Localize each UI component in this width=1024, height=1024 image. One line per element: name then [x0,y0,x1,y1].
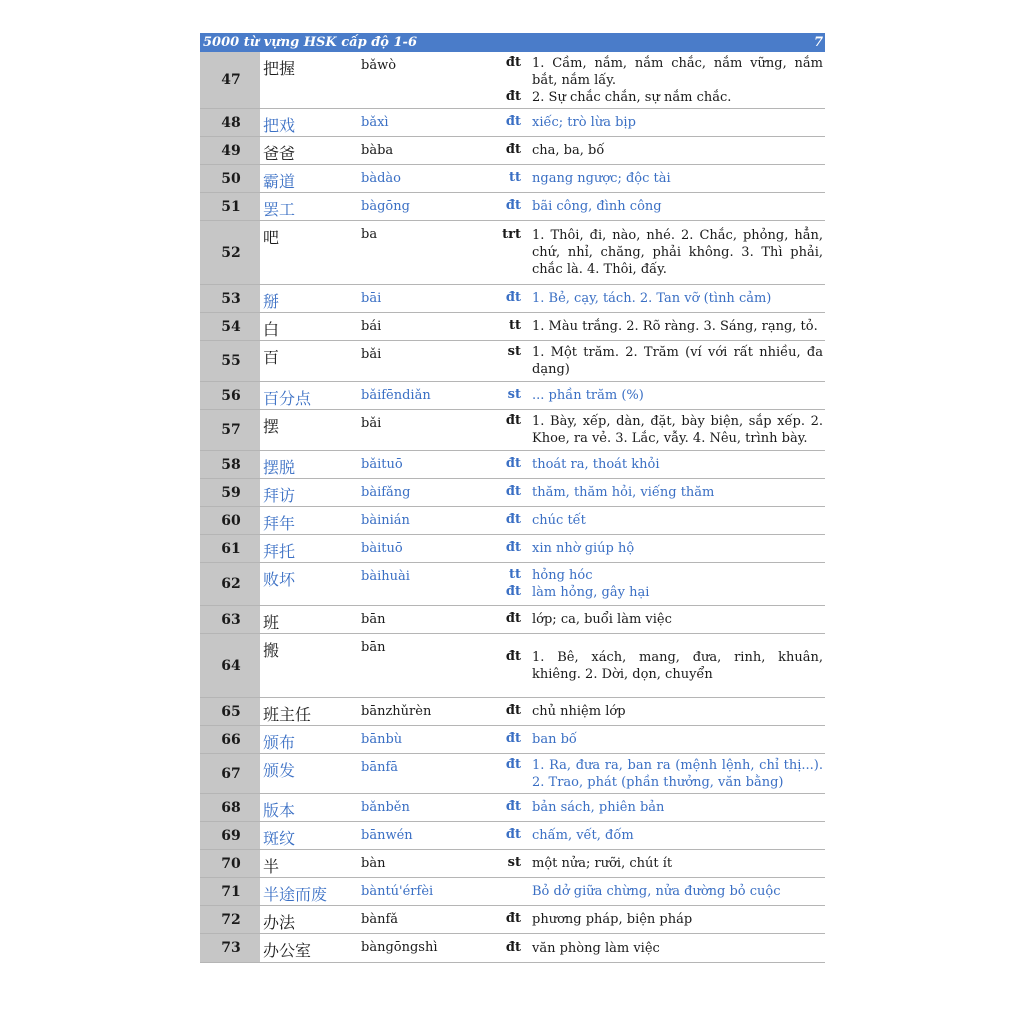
entry-number: 49 [200,137,260,164]
entry-number: 47 [200,52,260,108]
part-of-speech: tt [508,318,521,333]
entry-senses [473,634,825,697]
entry-number: 72 [200,906,260,933]
sense-line [473,883,825,900]
part-of-speech: đt [505,827,521,842]
part-of-speech: đt [505,756,521,772]
sense-line [473,649,825,683]
meaning: 1. Ra, đưa ra, ban ra (mệnh lệnh, chỉ thị...). 2. Trao, phát (phần thưởng, văn bằng) [532,757,823,790]
entry-hanzi: 掰 [263,292,280,311]
part-of-speech [473,883,523,900]
entry-hanzi: 办公室 [263,941,312,960]
entry-pinyin: bǎnběn [361,800,410,815]
vocabulary-table [200,52,825,963]
part-of-speech: đt [505,611,521,626]
entry-hanzi: 败坏 [263,570,296,589]
table-row [200,634,825,698]
sense-line [473,89,825,106]
entry-number: 50 [200,165,260,192]
part-of-speech: đt [505,731,521,746]
entry-number: 68 [200,794,260,821]
sense-line [473,940,825,957]
meaning: 1. Thôi, đi, nào, nhé. 2. Chắc, phỏng, hẳn, chứ, nhỉ, chăng, phải không. 3. Thì phải, chắc là. 4. Thôi, đấy. [532,228,823,277]
entry-hanzi: 摆 [263,417,280,436]
table-row [200,794,825,822]
part-of-speech: trt [502,227,521,242]
meaning: 1. Bày, xếp, dàn, đặt, bày biện, sắp xếp. 2. Khoe, ra vẻ. 3. Lắc, vẫy. 4. Nêu, trình bày. [532,414,823,446]
entry-number: 60 [200,507,260,534]
entry-hanzi: 拜访 [263,486,296,505]
table-row [200,822,825,850]
part-of-speech: st [507,855,521,870]
sense-line [473,55,825,89]
entry-pinyin: bàinián [361,513,410,528]
sense-line [473,799,825,816]
meaning: làm hỏng, gây hại [532,585,650,600]
sense-line [473,584,825,601]
entry-pinyin: bānwén [361,828,413,843]
entry-pinyin: bǎituō [361,457,403,472]
table-row [200,479,825,507]
part-of-speech: đt [505,54,521,70]
entry-number: 70 [200,850,260,877]
part-of-speech: st [507,344,521,359]
sense-line [473,540,825,557]
entry-senses [473,726,825,753]
entry-senses [473,822,825,849]
table-row [200,137,825,165]
part-of-speech: đt [505,88,521,104]
entry-pinyin: bǎwò [361,58,397,73]
part-of-speech: đt [505,413,521,428]
entry-number: 48 [200,109,260,136]
entry-hanzi: 半 [263,857,280,876]
entry-number: 59 [200,479,260,506]
entry-pinyin: bàba [361,143,394,158]
sense-line [473,387,825,404]
vocabulary-page [200,33,825,963]
entry-hanzi: 办法 [263,913,296,932]
table-row [200,52,825,109]
table-row [200,341,825,382]
entry-pinyin: bǎxì [361,115,389,130]
part-of-speech: đt [505,911,521,926]
meaning: 1. Cầm, nắm, nắm chắc, nắm vững, nắm bắt, nắm lấy. [532,55,823,88]
entry-senses [473,794,825,821]
entry-pinyin: bǎi [361,416,382,431]
part-of-speech: đt [505,648,521,664]
part-of-speech: tt [508,567,521,582]
table-row [200,754,825,794]
table-row [200,698,825,726]
entry-number: 58 [200,451,260,478]
sense-line [473,703,825,720]
sense-line [473,827,825,844]
entry-number: 52 [200,221,260,284]
entry-pinyin: bànfǎ [361,912,399,927]
part-of-speech: đt [505,456,521,471]
meaning: ban bố [532,732,577,747]
table-row [200,535,825,563]
entry-pinyin: bàntú'érfèi [361,884,434,899]
part-of-speech: đt [505,799,521,814]
entry-number: 55 [200,341,260,381]
meaning: bản sách, phiên bản [532,800,665,815]
entry-senses [473,165,825,192]
sense-line [473,757,825,791]
part-of-speech: đt [505,512,521,527]
sense-line [473,512,825,529]
sense-line [473,318,825,335]
part-of-speech: đt [505,540,521,555]
part-of-speech: đt [505,939,521,955]
table-row [200,934,825,963]
part-of-speech: đt [505,290,521,305]
entry-number: 62 [200,563,260,605]
sense-line [473,170,825,187]
entry-hanzi: 把握 [263,59,296,78]
entry-senses [473,698,825,725]
page-header [200,33,825,52]
sense-line [473,731,825,748]
table-row [200,193,825,221]
part-of-speech: st [507,387,521,402]
meaning: bãi công, đình công [532,199,662,214]
meaning: chúc tết [532,513,586,528]
entry-hanzi: 班 [263,613,280,632]
entry-pinyin: bàngōngshì [361,940,438,955]
entry-senses [473,193,825,220]
meaning: cha, ba, bố [532,143,605,158]
sense-line [473,290,825,307]
entry-hanzi: 颁发 [263,761,296,780]
meaning: hỏng hóc [532,568,593,583]
entry-hanzi: 把戏 [263,116,296,135]
entry-senses [473,606,825,633]
meaning: lớp; ca, buổi làm việc [532,612,672,627]
entry-senses [473,479,825,506]
entry-senses [473,451,825,478]
meaning: một nửa; rưỡi, chút ít [532,856,673,871]
part-of-speech: đt [505,114,521,129]
entry-number: 56 [200,382,260,409]
entry-senses [473,221,825,284]
sense-line [473,413,825,447]
entry-hanzi: 百分点 [263,389,312,408]
entry-senses [473,137,825,164]
meaning: xiếc; trò lừa bịp [532,115,636,130]
sense-line [473,567,825,584]
sense-line [473,227,825,278]
entry-pinyin: bānbù [361,732,403,747]
entry-hanzi: 白 [263,320,280,339]
entry-number: 66 [200,726,260,753]
entry-pinyin: bàgōng [361,199,410,214]
page-number: 7 [813,35,823,50]
entry-pinyin: bàdào [361,171,401,186]
table-row [200,382,825,410]
entry-pinyin: bàihuài [361,569,410,584]
table-row [200,313,825,341]
part-of-speech: đt [505,584,521,599]
table-row [200,878,825,906]
meaning: 2. Sự chắc chắn, sự nắm chắc. [532,89,732,105]
table-row [200,906,825,934]
sense-line [473,142,825,159]
entry-pinyin: bān [361,640,386,655]
meaning: văn phòng làm việc [532,940,660,956]
entry-pinyin: bān [361,612,386,627]
entry-hanzi: 拜年 [263,514,296,533]
part-of-speech: đt [505,142,521,157]
meaning: 1. Màu trắng. 2. Rõ ràng. 3. Sáng, rạng, tỏ. [532,319,818,334]
table-row [200,165,825,193]
entry-number: 71 [200,878,260,905]
meaning: 1. Bê, xách, mang, đưa, rinh, khuân, khiêng. 2. Dời, dọn, chuyển [532,649,823,682]
entry-pinyin: bāi [361,291,382,306]
entry-pinyin: bàn [361,856,386,871]
table-row [200,850,825,878]
sense-line [473,611,825,628]
entry-senses [473,341,825,381]
entry-number: 73 [200,934,260,962]
entry-pinyin: ba [361,227,378,242]
table-row [200,606,825,634]
table-row [200,221,825,285]
entry-hanzi: 摆脱 [263,458,296,477]
entry-senses [473,382,825,409]
entry-number: 67 [200,754,260,793]
meaning: chấm, vết, đốm [532,828,634,843]
meaning: thoát ra, thoát khỏi [532,457,660,472]
entry-senses [473,285,825,312]
table-row [200,563,825,606]
entry-number: 69 [200,822,260,849]
table-row [200,410,825,451]
entry-hanzi: 斑纹 [263,829,296,848]
entry-hanzi: 爸爸 [263,144,296,163]
entry-number: 54 [200,313,260,340]
entry-senses [473,563,825,605]
entry-hanzi: 霸道 [263,172,296,191]
sense-line [473,855,825,872]
entry-pinyin: bàituō [361,541,403,556]
table-row [200,109,825,137]
meaning: chủ nhiệm lớp [532,704,626,719]
table-row [200,507,825,535]
sense-line [473,114,825,131]
part-of-speech: đt [505,703,521,718]
entry-number: 61 [200,535,260,562]
meaning: ... phần trăm (%) [532,388,644,403]
table-row [200,451,825,479]
table-row [200,726,825,754]
entry-hanzi: 搬 [263,641,280,660]
entry-number: 64 [200,634,260,697]
entry-senses [473,850,825,877]
meaning: ngang ngược; độc tài [532,171,671,186]
entry-senses [473,906,825,933]
entry-senses [473,313,825,340]
entry-senses [473,754,825,793]
entry-pinyin: bānfā [361,760,399,775]
entry-hanzi: 吧 [263,228,280,247]
meaning: xin nhờ giúp hộ [532,541,635,556]
entry-hanzi: 班主任 [263,705,312,724]
entry-senses [473,410,825,450]
part-of-speech: đt [505,198,521,213]
entry-pinyin: bàifǎng [361,485,411,500]
entry-hanzi: 拜托 [263,542,296,561]
entry-number: 51 [200,193,260,220]
entry-number: 63 [200,606,260,633]
entry-senses [473,507,825,534]
entry-pinyin: bǎi [361,347,382,362]
table-row [200,285,825,313]
entry-hanzi: 罢工 [263,200,296,219]
meaning: Bỏ dở giữa chừng, nửa đường bỏ cuộc [532,884,781,899]
meaning: thăm, thăm hỏi, viếng thăm [532,485,715,500]
sense-line [473,484,825,501]
entry-senses [473,878,825,905]
entry-number: 57 [200,410,260,450]
entry-number: 53 [200,285,260,312]
part-of-speech: tt [508,170,521,185]
entry-senses [473,109,825,136]
meaning: phương pháp, biện pháp [532,912,693,927]
entry-number: 65 [200,698,260,725]
book-title: 5000 từ vựng HSK cấp độ 1-6 [203,35,417,50]
sense-line [473,456,825,473]
entry-senses [473,52,825,108]
entry-pinyin: bái [361,319,382,334]
entry-pinyin: bānzhǔrèn [361,704,432,719]
meaning: 1. Một trăm. 2. Trăm (ví với rất nhiều, đa dạng) [532,345,823,377]
sense-line [473,198,825,215]
entry-hanzi: 颁布 [263,733,296,752]
meaning: 1. Bẻ, cạy, tách. 2. Tan vỡ (tình cảm) [532,291,772,306]
entry-hanzi: 百 [263,348,280,367]
sense-line [473,344,825,378]
entry-hanzi: 版本 [263,801,296,820]
part-of-speech: đt [505,484,521,499]
entry-hanzi: 半途而废 [263,885,328,904]
entry-senses [473,535,825,562]
entry-senses [473,934,825,962]
sense-line [473,911,825,928]
entry-pinyin: bǎifēndiǎn [361,388,431,403]
